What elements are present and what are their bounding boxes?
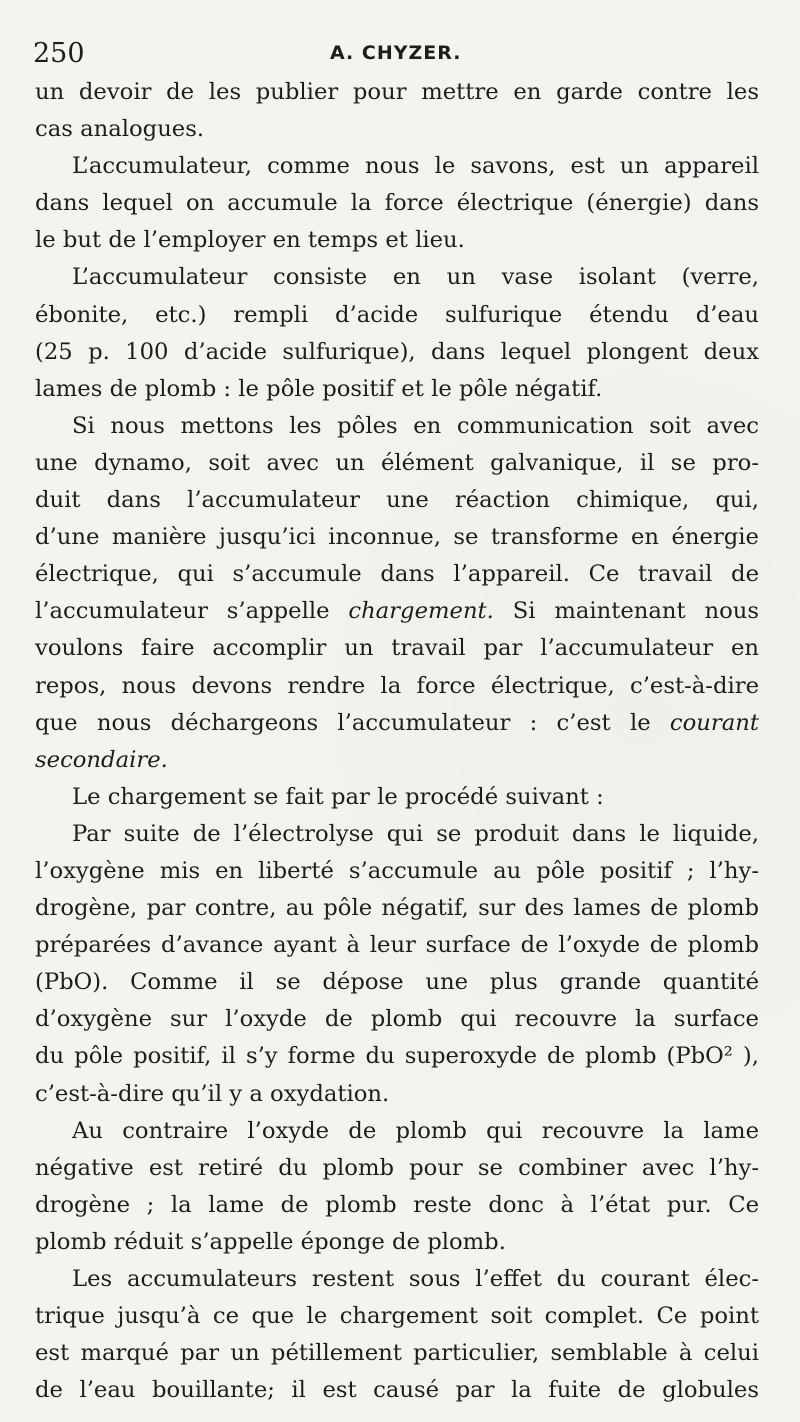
text-segment: l’accumulateur s’appelle (35, 598, 349, 625)
text-line (35, 705, 759, 742)
text-line: Par suite de l’électrolyse qui se produit dans le liquide, (72, 820, 759, 847)
text-line: lames de plomb : le pôle positif et le pôle négatif. (35, 375, 603, 402)
text-line: L’accumulateur, comme nous le savons, est un appareil (72, 153, 759, 180)
text-line: voulons faire accomplir un travail par l’accumulateur en (35, 635, 759, 662)
text-line: (PbO). Comme il se dépose une plus grande quantité (35, 969, 759, 996)
text-line: l’oxygène mis en liberté s’accumule au pôle positif ; l’hy- (35, 857, 759, 884)
text-line: dans lequel on accumule la force électrique (énergie) dans (35, 190, 759, 217)
italic-text: secondaire. (35, 746, 168, 773)
text-line: négative est retiré du plomb pour se combiner avec l’hy- (35, 1154, 759, 1181)
text-line: de l’eau bouillante; il est causé par la fuite de globules (35, 1377, 759, 1404)
italic-text: chargement. (348, 598, 494, 625)
text-line: une dynamo, soit avec un élément galvanique, il se pro- (35, 449, 759, 476)
text-line: Le chargement se fait par le procédé suivant : (72, 783, 604, 810)
text-line: Les accumulateurs restent sous l’effet du courant élec- (72, 1266, 759, 1292)
text-line: drogène, par contre, au pôle négatif, sur des lames de plomb (35, 895, 759, 922)
text-line: cas analogues. (35, 116, 205, 143)
body-text (35, 74, 759, 1409)
italic-text: courant (669, 709, 759, 736)
text-line: Au contraire l’oxyde de plomb qui recouvre la lame (72, 1117, 759, 1144)
text-line: du pôle positif, il s’y forme du superoxyde de plomb (PbO² ), (35, 1043, 759, 1070)
text-line: électrique, qui s’accumule dans l’appareil. Ce travail de (35, 561, 759, 588)
text-line: plomb réduit s’appelle éponge de plomb. (35, 1228, 506, 1255)
text-line: c’est-à-dire qu’il y a oxydation. (35, 1080, 390, 1107)
text-line: L’accumulateur consiste en un vase isolant (verre, (72, 264, 759, 291)
text-line: repos, nous devons rendre la force électrique, c’est-à-dire (35, 672, 759, 699)
text-line: trique jusqu’à ce que le chargement soit complet. Ce point (35, 1303, 759, 1330)
text-line: préparées d’avance ayant à leur surface de l’oxyde de plomb (35, 932, 759, 959)
text-line: le but de l’employer en temps et lieu. (35, 227, 465, 254)
text-segment: Si maintenant nous (493, 598, 759, 625)
text-segment: que nous déchargeons l’accumulateur : c’est le (35, 709, 670, 736)
text-line: ébonite, etc.) rempli d’acide sulfurique étendu d’eau (35, 301, 759, 328)
text-line: est marqué par un pétillement particulier, semblable à celui (35, 1340, 759, 1367)
text-line: un devoir de les publier pour mettre en garde contre les (35, 79, 759, 105)
text-line (35, 593, 759, 630)
page-number: 250 (33, 38, 85, 69)
running-head: A. CHYZER. (330, 42, 462, 64)
text-line: (25 p. 100 d’acide sulfurique), dans lequel plongent deux (35, 338, 759, 365)
text-line: duit dans l’accumulateur une réaction chimique, qui, (35, 487, 759, 514)
text-line: d’une manière jusqu’ici inconnue, se transforme en énergie (35, 524, 759, 551)
page-header (33, 38, 763, 72)
text-line: d’oxygène sur l’oxyde de plomb qui recouvre la surface (35, 1006, 759, 1033)
text-line (35, 742, 759, 779)
text-line: Si nous mettons les pôles en communication soit avec (72, 412, 759, 439)
text-line: drogène ; la lame de plomb reste donc à l’état pur. Ce (35, 1191, 759, 1218)
